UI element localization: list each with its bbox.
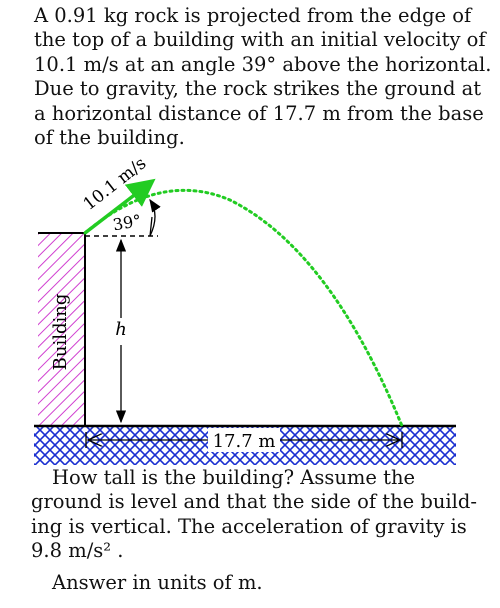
intro-line: of the building. — [34, 126, 185, 150]
intro-line: 10.1 m/s at an angle 39° above the horizontal. — [34, 52, 492, 76]
angle-label: 39° — [111, 210, 143, 235]
intro-line: a horizontal distance of 17.7 m from the base — [34, 101, 484, 125]
question-line: ground is level and that the side of the build- — [31, 490, 477, 514]
building — [38, 233, 85, 426]
problem-question — [31, 466, 477, 564]
distance-label: 17.7 m — [212, 431, 276, 452]
height-label: h — [115, 319, 127, 340]
question-line: How tall is the building? Assume the — [52, 466, 416, 489]
intro-line: Due to gravity, the rock strikes the ground at — [34, 77, 482, 101]
question-line: 9.8 m/s² . — [31, 539, 124, 563]
question-line: ing is vertical. The acceleration of gravity is — [31, 514, 467, 538]
problem-intro — [34, 4, 492, 150]
building-label: Building — [50, 293, 71, 371]
projectile-figure — [0, 150, 500, 470]
intro-line: the top of a building with an initial velocity of — [34, 28, 486, 52]
velocity-label: 10.1 m/s — [79, 153, 151, 215]
intro-line: A 0.91 kg rock is projected from the edge of — [34, 4, 472, 27]
height-indicator — [115, 240, 127, 422]
answer-units-line: Answer in units of m. — [52, 571, 263, 594]
